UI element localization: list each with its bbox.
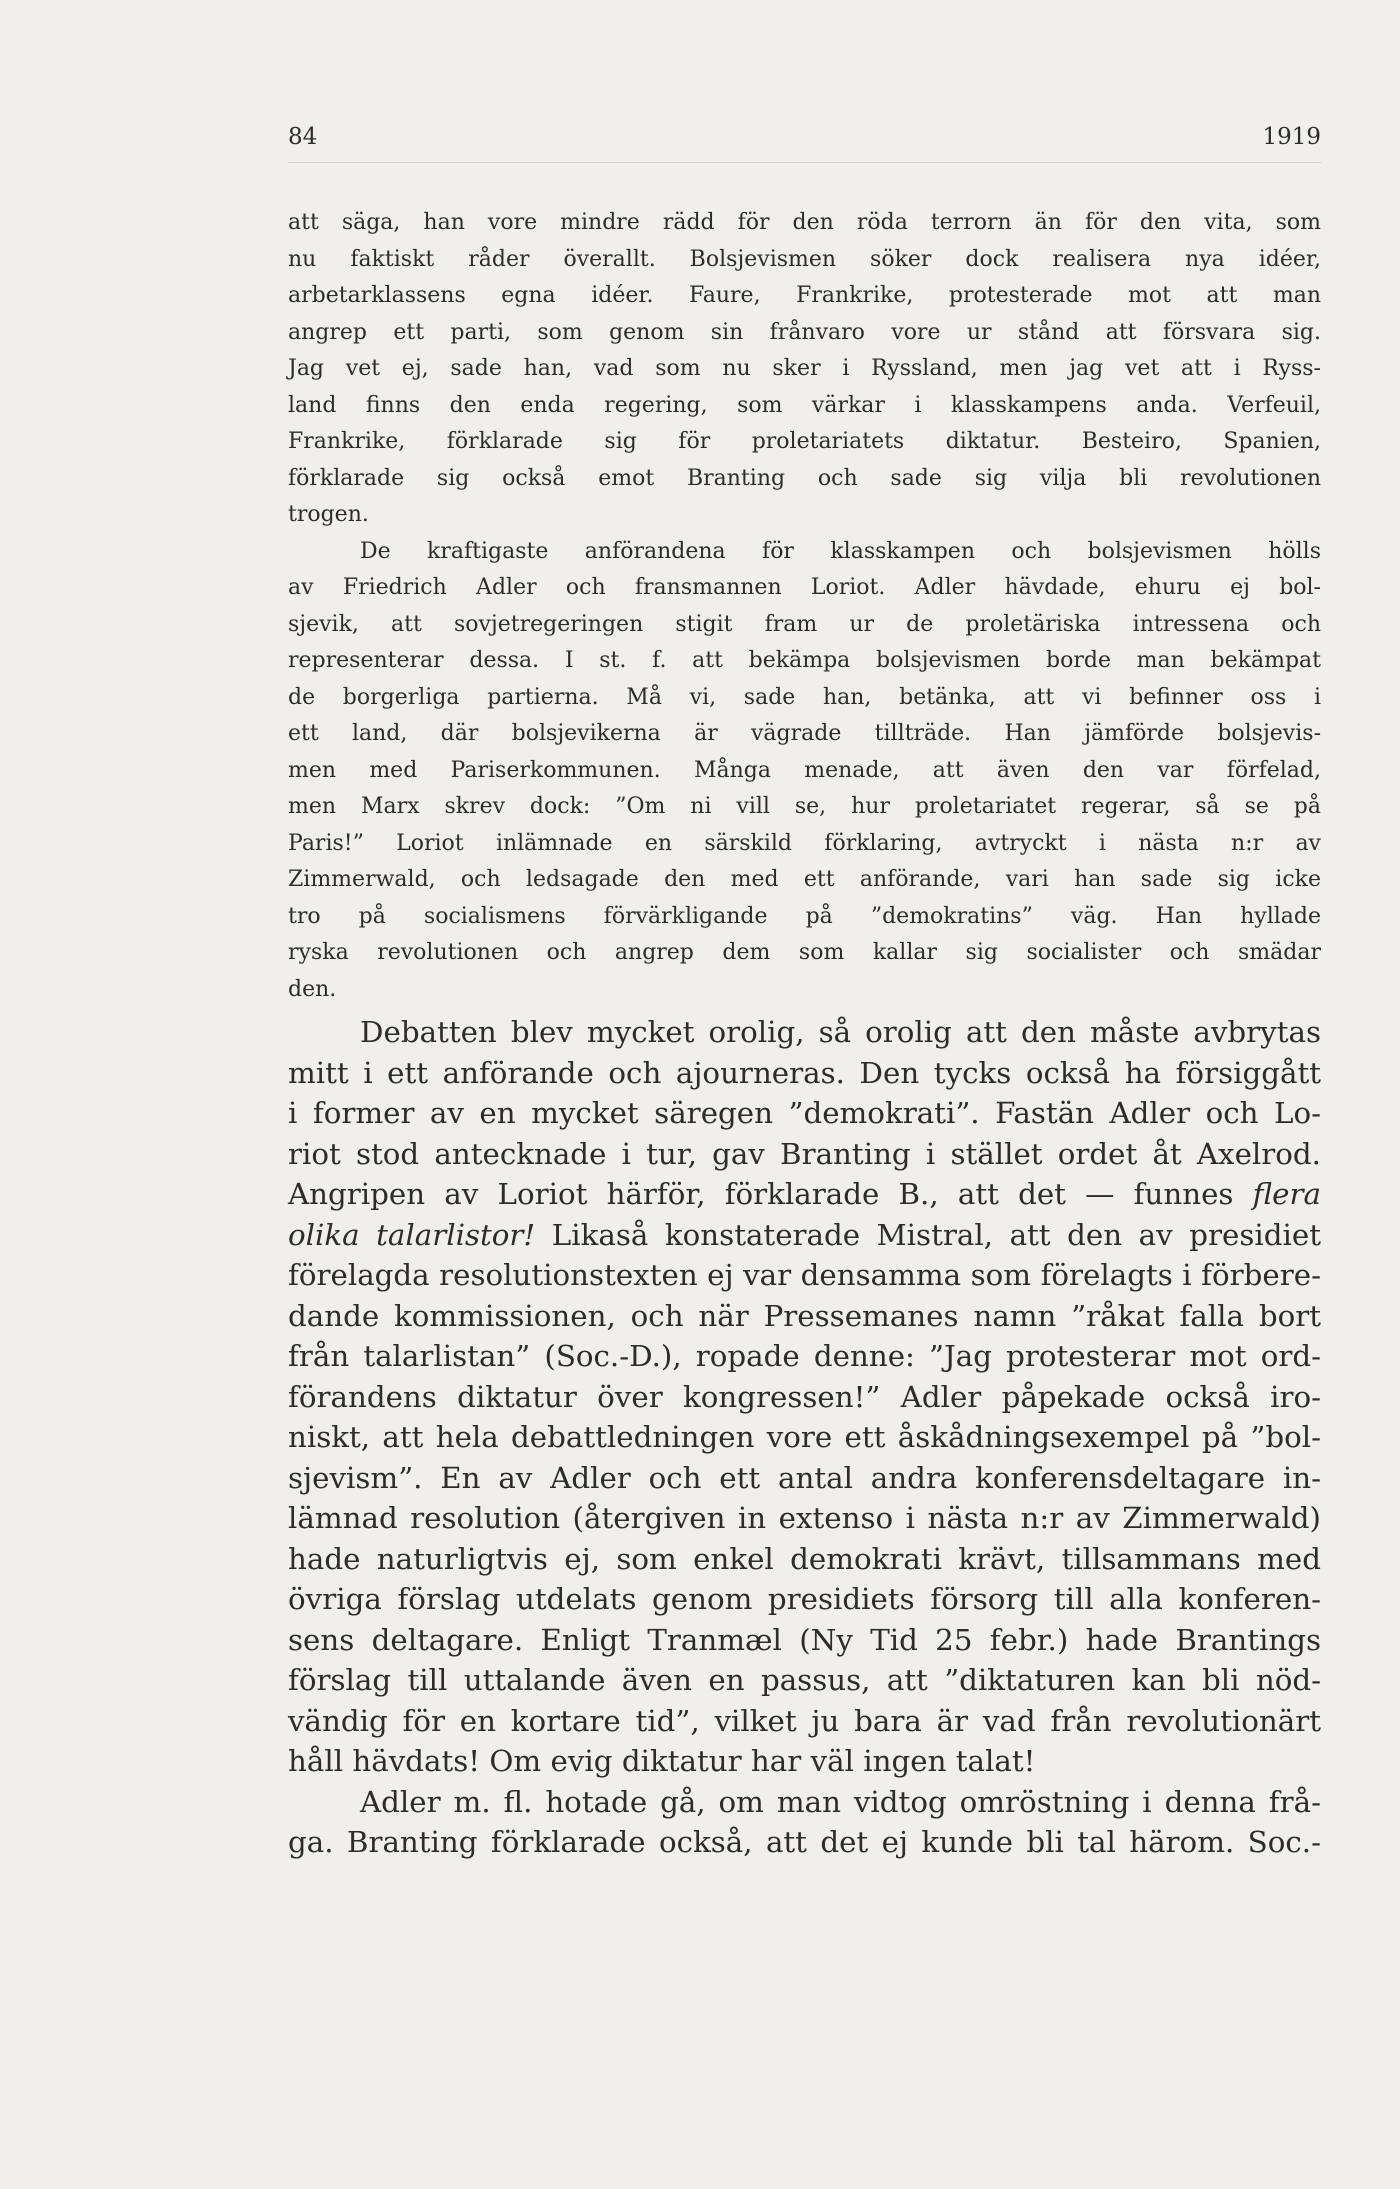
running-head-year: 1919 bbox=[1262, 124, 1321, 150]
text-line: sjevism”. En av Adler och ett antal andra konferensdeltagare in- bbox=[288, 1460, 1321, 1495]
text-line: vändig för en kortare tid”, vilket ju bara är vad från revolutionärt bbox=[288, 1703, 1321, 1738]
text-line: Adler m. fl. hotade gå, om man vidtog omröstning i denna frå- bbox=[360, 1784, 1321, 1819]
text-line: Jag vet ej, sade han, vad som nu sker i Ryssland, men jag vet att i Ryss- bbox=[288, 356, 1321, 381]
text-line: angrep ett parti, som genom sin frånvaro vore ur stånd att försvara sig. bbox=[288, 319, 1321, 345]
text-line: nu faktiskt råder överallt. Bolsjevismen söker dock realisera nya idéer, bbox=[288, 246, 1321, 272]
body-text-small bbox=[288, 205, 1321, 1008]
text-line: riot stod antecknade i tur, gav Branting i stället ordet åt Axelrod. bbox=[288, 1136, 1321, 1171]
text-line: de borgerliga partierna. Må vi, sade han, betänka, att vi befinner oss i bbox=[288, 684, 1321, 710]
text-line: den. bbox=[288, 976, 337, 1002]
text-line: land finns den enda regering, som värkar i klasskampens anda. Verfeuil, bbox=[288, 392, 1321, 418]
text-line: ga. Branting förklarade också, att det ej kunde bli tal härom. Soc.- bbox=[288, 1825, 1321, 1859]
page-number: 84 bbox=[288, 124, 318, 150]
text-line: hade naturligtvis ej, som enkel demokrati krävt, tillsammans med bbox=[288, 1541, 1321, 1576]
header-rule bbox=[288, 162, 1321, 163]
text-line: Zimmerwald, och ledsagade den med ett anförande, vari han sade sig icke bbox=[288, 867, 1321, 892]
text-line: förklarade sig också emot Branting och sade sig vilja bli revolutionen bbox=[288, 465, 1321, 491]
text-line: men Marx skrev dock: ”Om ni vill se, hur proletariatet regerar, så se på bbox=[288, 794, 1321, 819]
text-line: övriga förslag utdelats genom presidiets försorg till alla konferen- bbox=[288, 1582, 1321, 1616]
text-line: mitt i ett anförande och ajourneras. Den tycks också ha försiggått bbox=[288, 1055, 1321, 1090]
text-line: De kraftigaste anförandena för klasskampen och bolsjevismen hölls bbox=[360, 538, 1321, 564]
text-line: Debatten blev mycket orolig, så orolig att den måste avbrytas bbox=[360, 1015, 1321, 1049]
text-line: Paris!” Loriot inlämnade en särskild förklaring, avtryckt i nästa n:r av bbox=[288, 830, 1321, 856]
text-line: niskt, att hela debattledningen vore ett åskådningsexempel på ”bol- bbox=[288, 1420, 1321, 1454]
text-line: trogen. bbox=[288, 502, 369, 527]
text-line: representerar dessa. I st. f. att bekämpa bolsjevismen borde man bekämpat bbox=[288, 648, 1321, 673]
text-line: förslag till uttalande även en passus, att ”diktaturen kan bli nöd- bbox=[288, 1663, 1321, 1697]
text-line: Frankrike, förklarade sig för proletariatets diktatur. Besteiro, Spanien, bbox=[288, 429, 1321, 454]
text-line: att säga, han vore mindre rädd för den röda terrorn än för den vita, som bbox=[288, 210, 1321, 235]
text-line: förandens diktatur över kongressen!” Adler påpekade också iro- bbox=[288, 1379, 1321, 1414]
text-line: Angripen av Loriot härför, förklarade B., att det — funnes flera bbox=[288, 1177, 1321, 1211]
body-text-large bbox=[288, 1012, 1321, 1863]
running-header bbox=[288, 122, 1321, 154]
text-line: lämnad resolution (återgiven in extenso i nästa n:r av Zimmerwald) bbox=[288, 1501, 1321, 1535]
text-line: förelagda resolutionstexten ej var densamma som förelagts i förbere- bbox=[288, 1258, 1321, 1292]
text-line: olika talarlistor! Likaså konstaterade Mistral, att den av presidiet bbox=[288, 1217, 1321, 1252]
text-line: men med Pariserkommunen. Många menade, att även den var förfelad, bbox=[288, 757, 1321, 783]
text-line: ryska revolutionen och angrep dem som kallar sig socialister och smädar bbox=[288, 940, 1321, 965]
text-line: från talarlistan” (Soc.-D.), ropade denne: ”Jag protesterar mot ord- bbox=[288, 1339, 1321, 1373]
text-line: ett land, där bolsjevikerna är vägrade tillträde. Han jämförde bolsjevis- bbox=[288, 721, 1321, 746]
text-line: arbetarklassens egna idéer. Faure, Frankrike, protesterade mot att man bbox=[288, 283, 1321, 308]
text-line: håll hävdats! Om evig diktatur har väl ingen talat! bbox=[288, 1744, 1036, 1778]
text-line: av Friedrich Adler och fransmannen Loriot. Adler hävdade, ehuru ej bol- bbox=[288, 575, 1321, 600]
text-line: tro på socialismens förvärkligande på ”demokratins” väg. Han hyllade bbox=[288, 903, 1321, 929]
text-line: sjevik, att sovjetregeringen stigit fram ur de proletäriska intressena och bbox=[288, 611, 1321, 637]
text-line: dande kommissionen, och när Pressemanes namn ”råkat falla bort bbox=[288, 1298, 1321, 1333]
text-line: i former av en mycket säregen ”demokrati”. Fastän Adler och Lo- bbox=[288, 1096, 1321, 1130]
text-line: sens deltagare. Enligt Tranmæl (Ny Tid 25 febr.) hade Brantings bbox=[288, 1622, 1321, 1657]
